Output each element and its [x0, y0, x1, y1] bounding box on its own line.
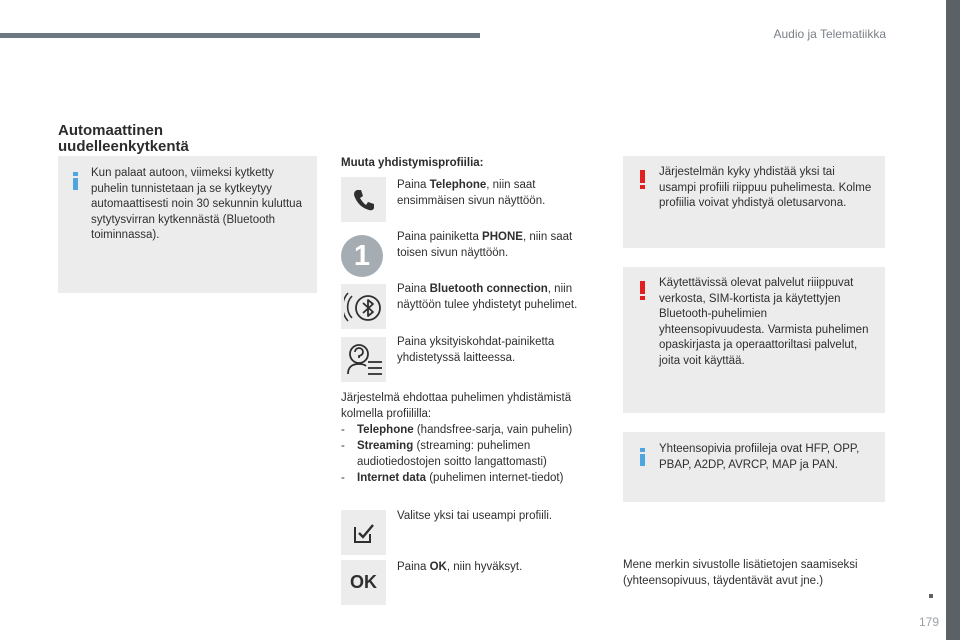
- warning-icon: [640, 281, 645, 299]
- info-box-profiles: [623, 432, 885, 502]
- info-note-box: [58, 156, 317, 293]
- profiles-intro: Järjestelmä ehdottaa puhelimen yhdistämistä kolmella profiililla:: [341, 392, 572, 420]
- warning-box-services: [623, 267, 885, 413]
- bluetooth-button-icon: [341, 284, 386, 329]
- info-text-profiles: Yhteensopivia profiileja ovat HFP, OPP, PBAP, A2DP, AVRCP, MAP ja PAN.: [659, 443, 860, 471]
- step-select-text: Valitse yksi tai useampi profiili.: [397, 510, 553, 522]
- warning-text-profiles: Järjestelmän kyky yhdistää yksi tai usampi profiili riippuu puhelimesta. Kolme profiilia voivat yhdistyä oletusarvona.: [659, 166, 872, 209]
- step-details-text: Paina yksityiskohdat-painiketta yhdistetyssä laitteessa.: [397, 336, 555, 364]
- website-reference-text: Mene merkin sivustolle lisätietojen saamiseksi (yhteensopivuus, täydentävät avut jne.): [623, 559, 858, 587]
- device-details-icon: [344, 340, 384, 380]
- page-edge-strip: [946, 0, 960, 640]
- step-ok-text: Paina OK, niin hyväksyt.: [397, 561, 523, 573]
- step-bluetooth-text: Paina Bluetooth connection, niin näyttöön tulee yhdistetyt puhelimet.: [397, 283, 578, 311]
- profile-item: - Telephone (handsfree-sarja, vain puhelin): [341, 424, 573, 436]
- header-bar: [0, 33, 480, 38]
- profile-item: - Streaming (streaming: puhelimen audiotiedostojen soitto langattomasti): [341, 440, 547, 468]
- step-phone-text: Paina painiketta PHONE, niin saat toisen sivun näyttöön.: [397, 231, 573, 259]
- bluetooth-icon: [344, 287, 384, 327]
- step-telephone-text: Paina Telephone, niin saat ensimmäisen sivun näyttöön.: [397, 179, 546, 207]
- info-icon: [640, 448, 645, 466]
- ok-icon: OK: [350, 572, 377, 592]
- steps-title: Muuta yhdistymisprofiilia:: [341, 157, 484, 169]
- info-icon: [73, 172, 78, 190]
- step-number-badge: 1: [341, 235, 383, 277]
- details-button-icon: [341, 337, 386, 382]
- ok-button-icon: [341, 560, 386, 605]
- select-button-icon: [341, 510, 386, 555]
- checkbox-icon: [352, 521, 376, 545]
- warning-box-profiles: [623, 156, 885, 248]
- profile-item: - Internet data (puhelimen internet-tiedot): [341, 472, 564, 484]
- phone-button-icon: [341, 177, 386, 222]
- section-title: Audio ja Telematiikka: [773, 27, 886, 41]
- info-note-text: Kun palaat autoon, viimeksi kytketty puhelin tunnistetaan ja se kytkeytyy automaattisesti noin 30 sekunnin kuluttua sytytysvirran kytkennästä (Bluetooth toiminnassa).: [91, 167, 302, 241]
- page-marker: [929, 594, 933, 598]
- profiles-description: [341, 390, 606, 486]
- warning-text-services: Käytettävissä olevat palvelut riiippuvat verkosta, SIM-kortista ja käytettyjen Bluetooth-puhelimien yhteensopivuudesta. Varmista puhelimen opaskirjasta ja operaattoriltasi palvelut, joita voit käyttää.: [659, 277, 869, 367]
- warning-icon: [640, 170, 645, 188]
- page-heading: Automaattinen uudelleenkytkentä: [58, 122, 189, 155]
- phone-icon: [351, 187, 377, 213]
- page-number: 179: [919, 615, 940, 629]
